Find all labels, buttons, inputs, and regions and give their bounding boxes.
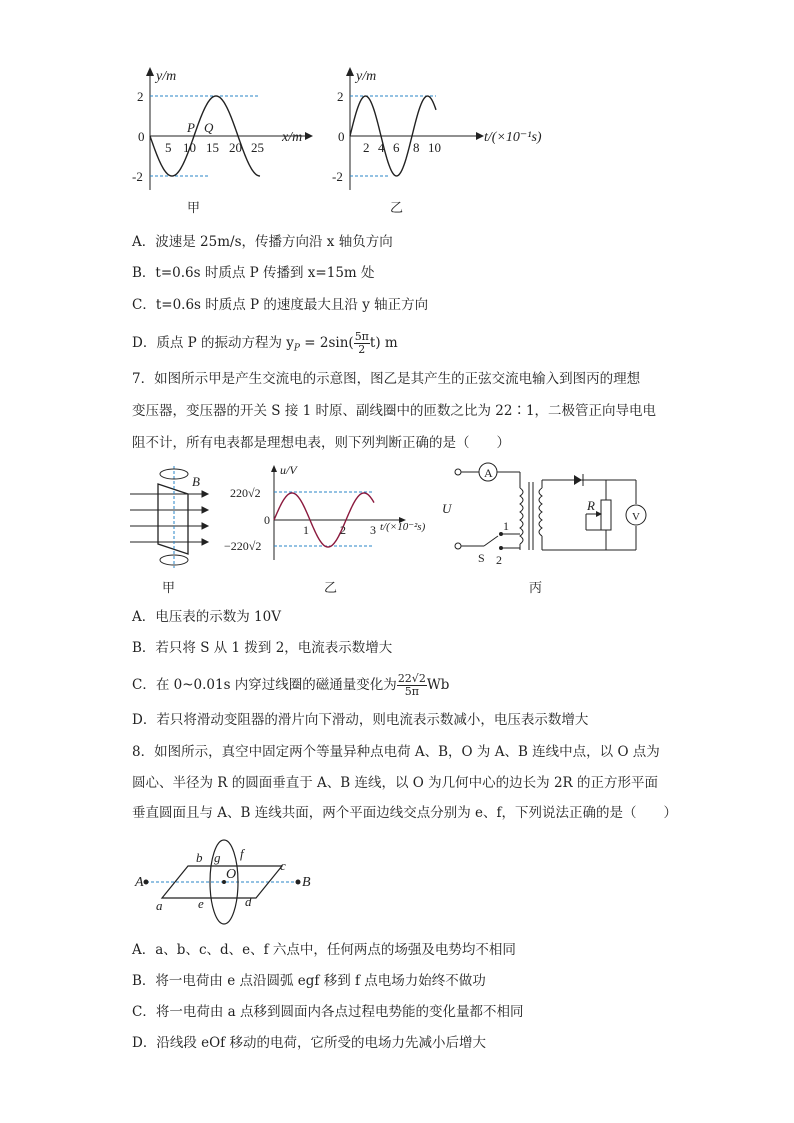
q7-c-num: 22√2 (397, 672, 426, 685)
q8-label-f: f (240, 846, 244, 861)
q7-u-zero: 0 (264, 513, 270, 527)
yi-tick-2: 2 (363, 140, 370, 155)
q8-label-b: b (196, 850, 203, 865)
q7-stem-2: 变压器，变压器的开关 S 接 1 时原、副线圈中的匝数之比为 22∶1，二极管正向导电电 (132, 403, 657, 419)
jia-label-p: P (187, 120, 195, 135)
q7-c-post: Wb (426, 677, 450, 693)
jia-tick-20: 20 (229, 140, 242, 155)
q7-contact-2: 2 (496, 553, 502, 567)
q7-ammeter-a: A (484, 466, 493, 480)
q7-option-c (132, 668, 449, 702)
q8-label-a-charge: A (135, 875, 144, 890)
yi-y-zero: 0 (338, 129, 345, 144)
yi-tick-6: 6 (393, 140, 400, 155)
q7-label-b: B (192, 474, 200, 489)
q7-stem-3: 阻不计，所有电表都是理想电表，则下列判断正确的是（ ） (132, 435, 510, 451)
yi-ylabel: y/m (356, 69, 377, 84)
q7-voltage-u: U (442, 501, 452, 516)
q7-option-a: A．电压表的示数为 10V (132, 609, 281, 625)
q6-d-post: t) m (369, 335, 398, 351)
q7-tick-3: 3 (370, 523, 376, 537)
jia-ylabel: y/m (156, 69, 177, 84)
yi-y-top: 2 (337, 89, 344, 104)
q8-label-d: d (245, 894, 252, 909)
q7-option-b: B．若只将 S 从 1 拨到 2，电流表示数增大 (132, 640, 393, 656)
yi-xlabel: t/(×10⁻¹s) (484, 130, 542, 145)
q7-switch-s: S (478, 551, 485, 565)
q6-d-den: 2 (358, 343, 366, 356)
q8-label-o: O (226, 867, 237, 882)
q8-option-d: D．沿线段 eOf 移动的电荷，它所受的电场力先减小后增大 (132, 1035, 486, 1051)
q7-fig-circuit (436, 458, 656, 602)
q8-stem-2: 圆心、半径为 R 的圆面垂直于 A、B 连线，以 O 为几何中心的边长为 2R 的正方形平面 (132, 775, 658, 791)
q8-option-c: C．将一电荷由 a 点移到圆面内各点过程电势能的变化量都不相同 (132, 1004, 524, 1020)
q6-d-mid: = 2sin( (299, 335, 354, 351)
jia-y-bot: -2 (132, 169, 143, 184)
q7-option-d: D．若只将滑动变阻器的滑片向下滑动，则电流表示数减小，电压表示数增大 (132, 712, 589, 728)
q6-d-sub: P (293, 343, 300, 354)
q6-option-b: B．t=0.6s 时质点 P 传播到 x=15m 处 (132, 265, 375, 281)
jia-y-zero: 0 (138, 129, 145, 144)
yi-tick-4: 4 (378, 140, 385, 155)
q7-stem-1: 7．如图所示甲是产生交流电的示意图，图乙是其产生的正弦交流电输入到图丙的理想 (132, 371, 641, 387)
q7-c-fraction (397, 673, 427, 698)
q8-fig-charges (130, 836, 330, 936)
q7-cap-yi: 乙 (324, 580, 338, 595)
q7-contact-1: 1 (503, 519, 509, 533)
yi-tick-8: 8 (413, 140, 420, 155)
q6-option-d (132, 326, 398, 366)
q8-label-b-charge: B (302, 875, 311, 890)
q8-label-e: e (198, 896, 204, 911)
q8-label-a: a (156, 898, 163, 913)
q6-option-a: A．波速是 25m/s，传播方向沿 x 轴负方向 (132, 234, 393, 250)
q7-cap-bing: 丙 (529, 580, 543, 595)
q7-fig-generator (122, 462, 222, 602)
q7-c-text: C．在 0~0.01s 内穿过线圈的磁通量变化为 (132, 677, 397, 693)
q7-t-label: t/(×10⁻²s) (380, 521, 426, 533)
q7-voltmeter-v: V (632, 511, 640, 523)
q6-d-fraction (354, 331, 370, 356)
q6-d-text: D．质点 P 的振动方程为 y (132, 335, 294, 351)
q6-option-c: C．t=0.6s 时质点 P 的速度最大且沿 y 轴正方向 (132, 297, 429, 313)
q8-option-a: A．a、b、c、d、e、f 六点中，任何两点的场强及电势均不相同 (132, 942, 516, 958)
jia-label-q: Q (204, 120, 214, 135)
wave-graph-yi (330, 62, 560, 222)
jia-tick-10: 10 (183, 140, 196, 155)
yi-caption: 乙 (390, 200, 404, 215)
yi-y-bot: -2 (332, 169, 343, 184)
q6-d-num: 5π (354, 330, 369, 343)
q7-u-top: 220√2 (230, 486, 261, 500)
jia-y-top: 2 (137, 89, 144, 104)
jia-xlabel: x/m (282, 130, 303, 145)
q8-label-c: c (280, 858, 286, 873)
wave-graph-jia (130, 62, 330, 222)
q7-fig-ut (224, 462, 454, 602)
q7-u-bot: −220√2 (224, 539, 262, 553)
jia-caption: 甲 (187, 200, 201, 215)
q8-option-b: B．将一电荷由 e 点沿圆弧 egf 移到 f 点电场力始终不做功 (132, 973, 486, 989)
q7-tick-1: 1 (303, 523, 309, 537)
jia-tick-25: 25 (251, 140, 264, 155)
q8-stem-3: 垂直圆面且与 A、B 连线共面，两个平面边线交点分别为 e、f，下列说法正确的是（ ） (132, 805, 678, 821)
q8-stem-1: 8．如图所示，真空中固定两个等量异种点电荷 A、B，O 为 A、B 连线中点，以 O 点为 (132, 744, 660, 760)
q7-u-label: u/V (280, 463, 297, 477)
q7-cap-jia: 甲 (162, 580, 176, 595)
q7-c-den: 5π (404, 685, 419, 698)
jia-tick-5: 5 (165, 140, 172, 155)
jia-tick-15: 15 (206, 140, 219, 155)
q7-tick-2: 2 (340, 523, 346, 537)
q7-resistor-r: R (587, 498, 595, 513)
yi-tick-10: 10 (428, 140, 441, 155)
q8-label-g: g (214, 850, 221, 865)
